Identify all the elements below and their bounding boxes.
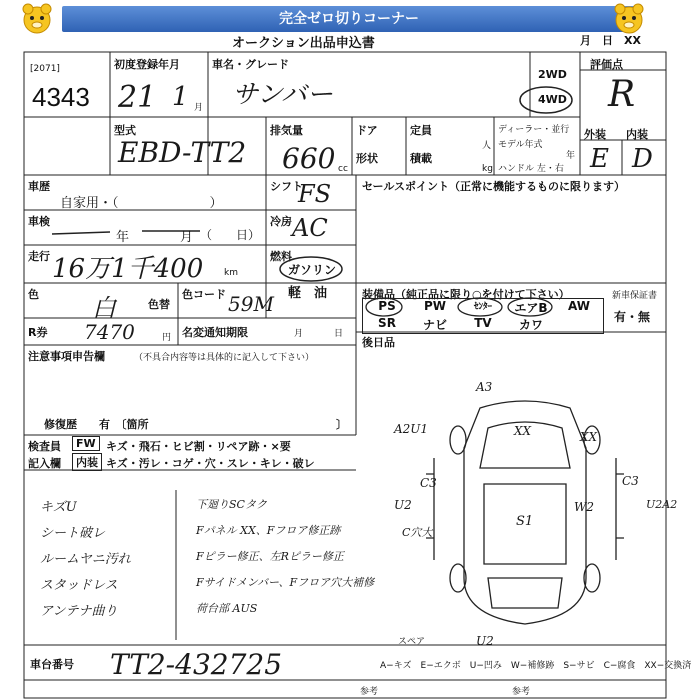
fuel-diesel: 軽 油 [288, 286, 328, 301]
mileage-value: 16万1千400 [52, 254, 204, 284]
diagram-mark-right-xx: XX [580, 430, 598, 444]
chassis-value: TT2-432725 [110, 648, 283, 681]
color-number-label: 色替 [148, 298, 170, 311]
equipment-item: TV [474, 316, 492, 330]
repair-history-close: 〕 [336, 418, 347, 431]
form-header-title: オークション出品申込書 [232, 36, 375, 51]
equipment-item: PS [378, 299, 396, 313]
lot-code: [2071] [30, 64, 60, 74]
warranty-label: 新車保証書 [612, 291, 658, 301]
exterior-label: 外装 [584, 128, 606, 141]
registration-month-unit: 月 [194, 103, 204, 113]
remark-left-item: キズU [40, 500, 77, 515]
remark-left-item: アンテナ曲り [40, 604, 118, 619]
grade-value: R [608, 74, 636, 115]
displacement-value: 660 [282, 142, 336, 175]
equipment-item: PW [423, 299, 447, 313]
inspector-label-2: 記入欄 [28, 457, 61, 470]
remark-left-item: ルームヤニ汚れ [40, 552, 131, 567]
corner-banner: 完全ゼロ切りコーナー [62, 6, 636, 32]
notices-sublabel: （不具合内容等は具体的に記入して下さい） [134, 353, 315, 363]
footer-label-2: 参考 [512, 687, 531, 697]
shift-label: シフト [270, 180, 303, 193]
model-year-label: モデル年式 [498, 140, 543, 150]
grade-label: 評価点 [590, 58, 623, 71]
model-year-unit: 年 [566, 151, 576, 161]
door-label: ドア [356, 124, 378, 137]
load-label: 積載 [410, 152, 432, 165]
inspection-label: 車検 [28, 215, 50, 228]
fuel-label: 燃料 [270, 250, 292, 263]
drive-2wd: 2WD [538, 68, 567, 81]
diagram-mark-left-top: A2U1 [394, 422, 429, 436]
inspection-month-unit: 月 [180, 230, 194, 245]
diagram-mark-left-u2: U2 [394, 498, 412, 512]
damage-legend: A−キズ E−エクボ U−凹み W−補修跡 S−サビ C−腐食 XX−交換済 [380, 661, 692, 671]
remark-right-item: Fピラー修正、左Rピラー修正 [196, 550, 344, 563]
usage-value: 自家用・（ ） [60, 196, 223, 211]
remark-left-item: スタッドレス [40, 578, 118, 593]
diagram-mark-bottom: U2 [476, 634, 494, 648]
equipment-label: 装備品（純正品に限り○を付けて下さい） [362, 288, 570, 301]
shape-label: 形状 [356, 152, 378, 165]
inspector-label-1: 検査員 [28, 440, 61, 453]
diagram-mark-center: S1 [516, 514, 534, 529]
registration-label: 初度登録年月 [114, 58, 180, 71]
remark-right-item: 下廻りSCタク [196, 498, 267, 511]
equipment-item: SR [378, 316, 396, 330]
capacity-unit: 人 [482, 141, 492, 151]
displacement-unit: cc [338, 164, 348, 174]
name-change-label: 名変通知期限 [182, 326, 248, 339]
model-name-value: サンバー [232, 80, 333, 110]
diagram-mark-right-u2a2: U2A2 [646, 498, 678, 511]
diagram-mark-c-hole: C穴大 [402, 526, 433, 539]
name-change-day: 日 [334, 329, 344, 339]
aircon-label: 冷房 [270, 215, 292, 228]
model-name-label: 車名・グレード [212, 58, 289, 71]
color-code-label: 色コード [182, 288, 226, 301]
inspector-interior-tag: 内装 [72, 453, 102, 471]
recycle-value: 7470 [84, 320, 135, 344]
inspector-interior-items: キズ・汚レ・コゲ・穴・スレ・キレ・破レ [106, 457, 315, 470]
color-label: 色 [28, 288, 39, 301]
inspection-year-unit: 年 [116, 230, 130, 245]
capacity-label: 定員 [410, 124, 432, 137]
repair-history: 修復歴 有 〔箇所 [44, 418, 149, 431]
diagram-mark-right-w2: W2 [574, 500, 594, 514]
registration-year: 21 [118, 80, 157, 115]
model-type-value: EBD-TT2 [118, 136, 247, 169]
diagram-mark-front: XX [514, 424, 532, 438]
equipment-item: ｾﾝﾀｰ [473, 302, 492, 312]
equipment-item: ナビ [422, 318, 447, 332]
diagram-mark-right-c3: C3 [622, 474, 639, 488]
equipment-item: カワ [518, 318, 543, 332]
registration-month: 1 [172, 82, 189, 112]
fuel-gasoline: ガソリン [288, 263, 337, 277]
inspector-fw-tag: FW [72, 436, 100, 451]
remark-right-item: Fパネル XX、Fフロア修正跡 [196, 524, 341, 537]
inspector-fw-items: キズ・飛石・ヒビ割・リペア跡・×要 [106, 440, 291, 453]
mileage-unit: km [224, 268, 238, 278]
name-change-month: 月 [294, 329, 304, 339]
inspection-day-unit: （ 日） [200, 228, 261, 242]
diagram-mark-left-c3: C3 [420, 476, 437, 490]
warranty-value: 有・無 [614, 310, 651, 324]
load-unit: kg [482, 164, 493, 174]
handle-label: ハンドル 左・右 [498, 164, 564, 174]
remarks-right [196, 496, 396, 626]
rear-seat-label: 後日品 [362, 336, 395, 349]
remark-right-item: Fサイドメンバー、Fフロア穴大補修 [196, 576, 375, 589]
exterior-value: E [590, 144, 609, 174]
remark-left-item: シート破レ [40, 526, 106, 541]
displacement-label: 排気量 [270, 124, 303, 137]
dealer-label: ディーラー・並行 [498, 125, 570, 135]
remarks-left [40, 496, 170, 626]
aircon-value: AC [292, 214, 328, 242]
recycle-unit: 円 [162, 333, 172, 343]
form-header-date: 月 日 XX [580, 34, 641, 47]
interior-label: 内装 [626, 128, 648, 141]
color-value: 白 [92, 294, 116, 322]
selling-points-label: セールスポイント（正常に機能するものに限ります） [362, 180, 626, 193]
notices-label: 注意事項申告欄 [28, 350, 105, 363]
diagram-mark-spare: スペア [398, 637, 426, 647]
drive-4wd: 4WD [538, 93, 567, 106]
equipment-item: エアB [514, 301, 548, 315]
lot-number: 4343 [32, 82, 90, 112]
equipment-circles [362, 296, 602, 318]
mileage-label: 走行 [28, 250, 50, 263]
diagram-mark-top: A3 [476, 380, 493, 394]
footer-label-1: 参考 [360, 687, 379, 697]
equipment-item: AW [568, 299, 590, 313]
shift-value: FS [298, 180, 332, 208]
color-code-value: 59M [228, 292, 274, 316]
remark-right-item: 荷台部 AUS [196, 602, 258, 615]
interior-value: D [632, 144, 653, 174]
chassis-label: 車台番号 [30, 658, 74, 671]
recycle-label: R券 [28, 326, 48, 339]
model-type-label: 型式 [114, 124, 136, 137]
usage-label: 車歴 [28, 180, 50, 193]
